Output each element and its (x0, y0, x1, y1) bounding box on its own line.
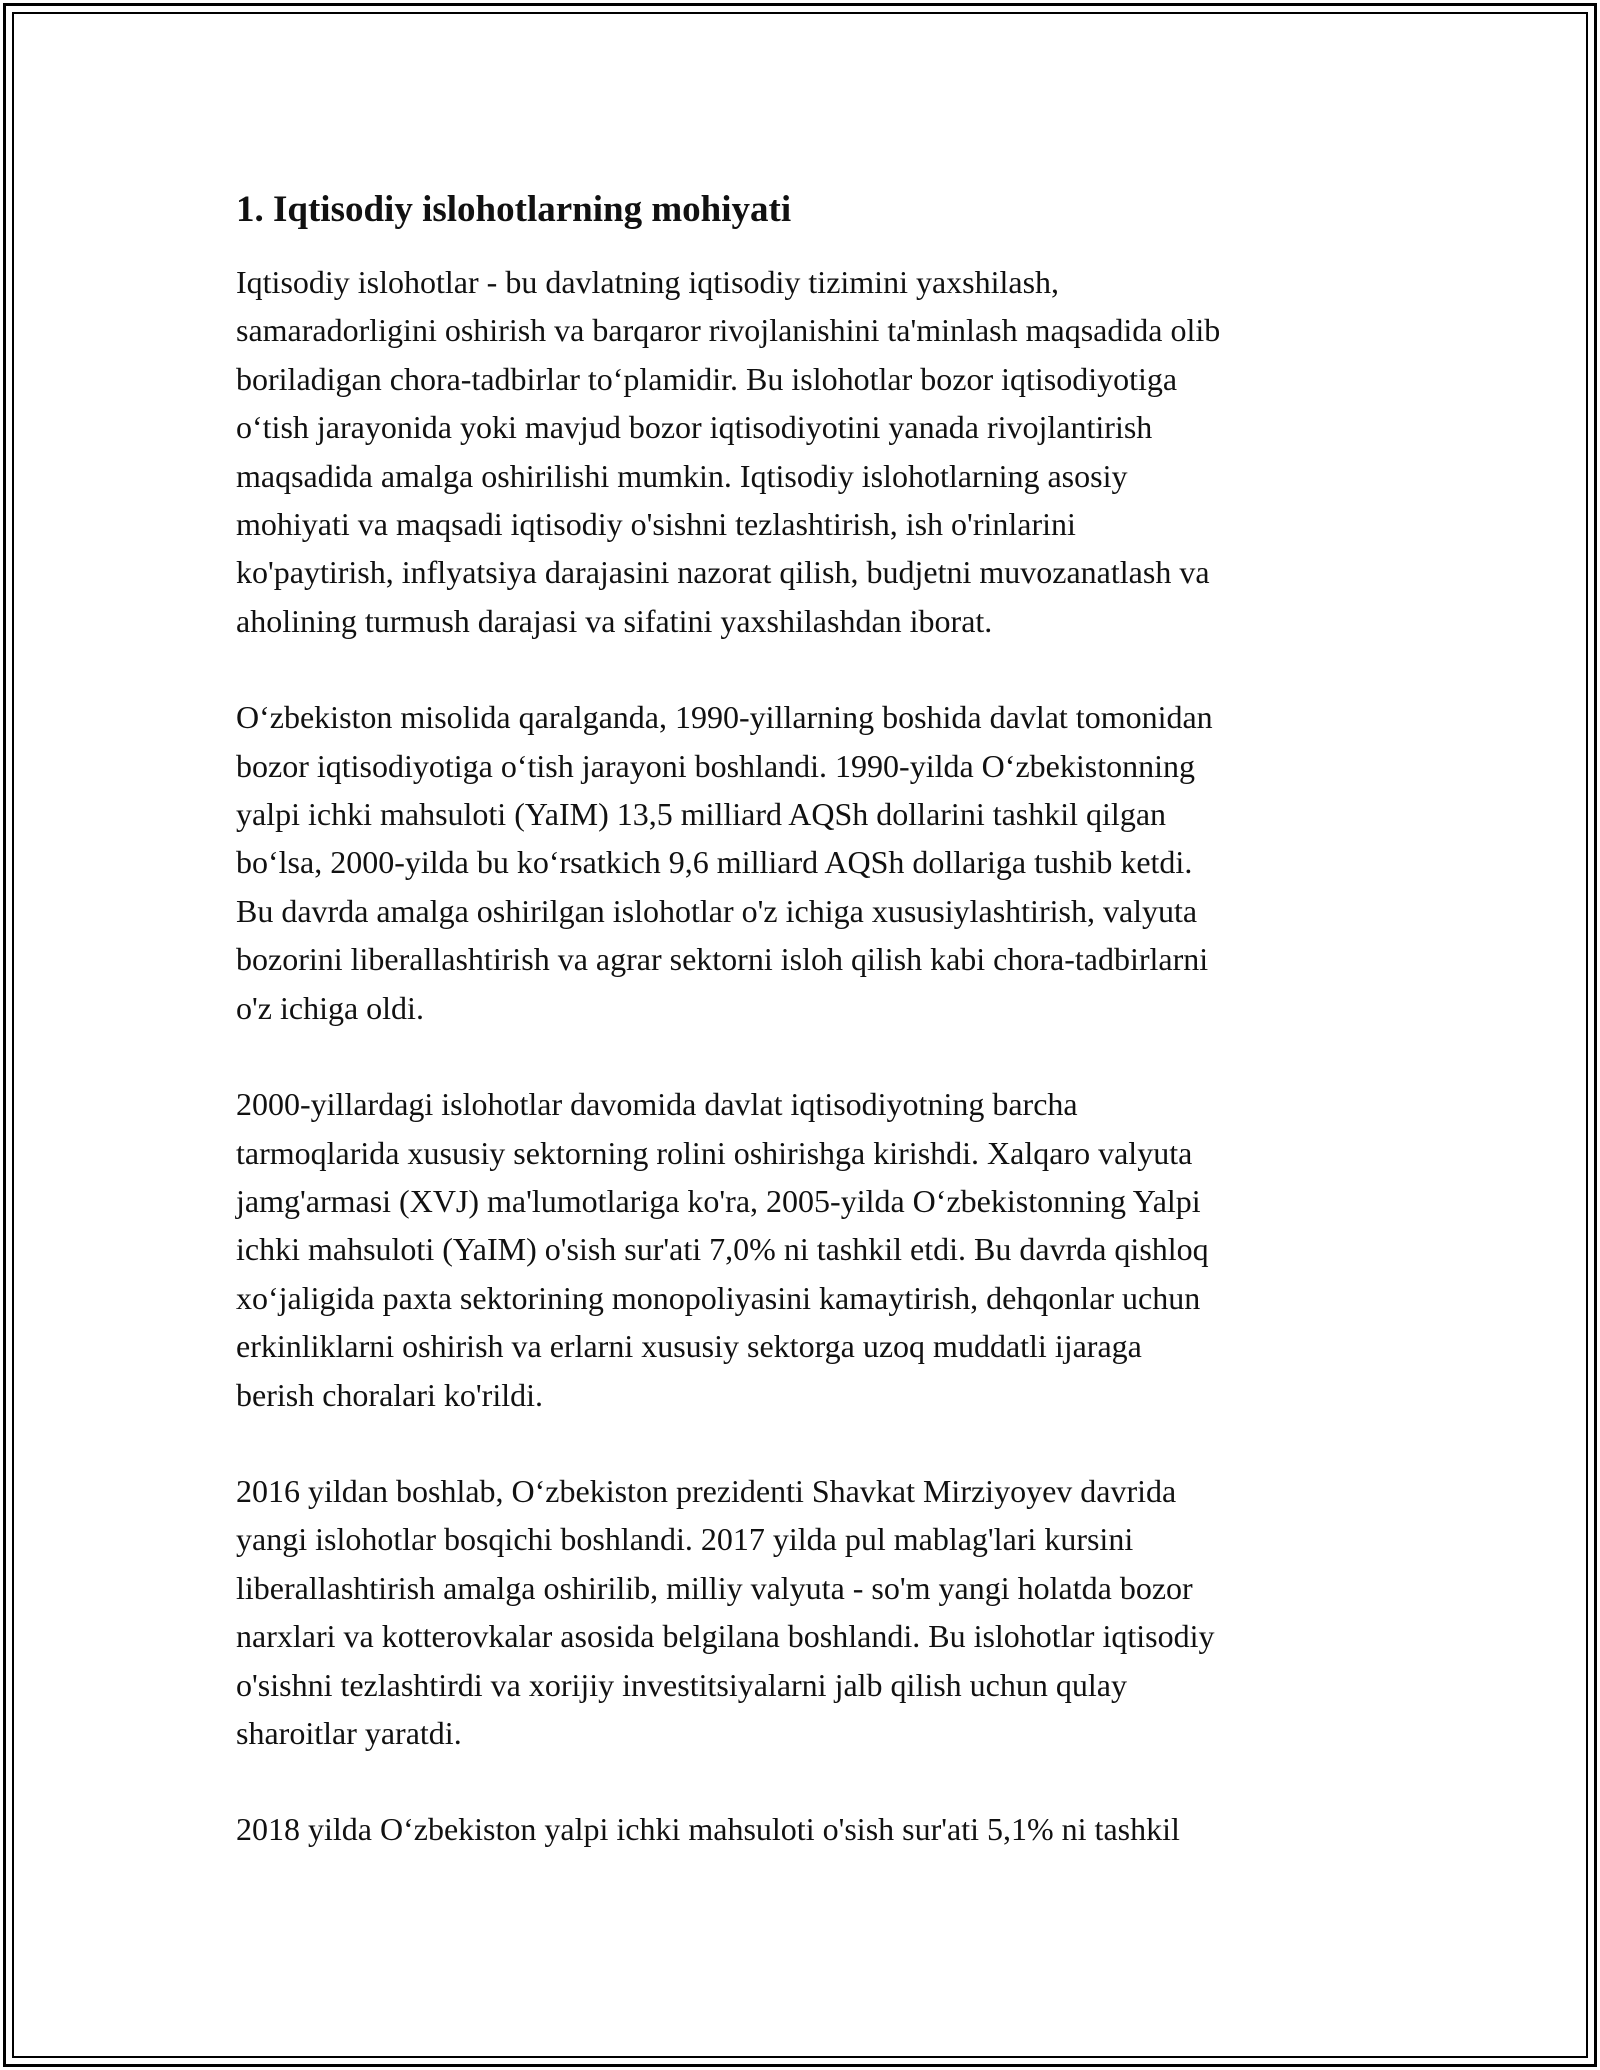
text-line: liberallashtirish amalga oshirilib, milliy valyuta - so'm yangi holatda bozor (236, 1569, 1193, 1606)
text-line: yangi islohotlar bosqichi boshlandi. 2017 yilda pul mablag'lari kursini (236, 1521, 1134, 1558)
paragraph-4 (236, 1467, 1376, 1757)
section-heading: 1. Iqtisodiy islohotlarning mohiyati (236, 189, 792, 230)
text-line: ko'paytirish, inflyatsiya darajasini nazorat qilish, budjetni muvozanatlash va (236, 554, 1210, 591)
text-line: bo‘lsa, 2000-yilda bu ko‘rsatkich 9,6 milliard AQSh dollariga tushib ketdi. (236, 844, 1193, 881)
text-line: mohiyati va maqsadi iqtisodiy o'sishni tezlashtirish, ish o'rinlarini (236, 506, 1076, 543)
text-line: sharoitlar yaratdi. (236, 1714, 462, 1751)
text-line: 2018 yilda O‘zbekiston yalpi ichki mahsuloti o'sish sur'ati 5,1% ni tashkil (236, 1811, 1180, 1848)
text-line: o'sishni tezlashtirdi va xorijiy investitsiyalarni jalb qilish uchun qulay (236, 1666, 1127, 1703)
text-line: 2016 yildan boshlab, O‘zbekiston prezidenti Shavkat Mirziyoyev davrida (236, 1472, 1177, 1509)
text-line: jamg'armasi (XVJ) ma'lumotlariga ko'ra, 2005-yilda O‘zbekistonning Yalpi (236, 1182, 1201, 1219)
text-line: narxlari va kotterovkalar asosida belgilana boshlandi. Bu islohotlar iqtisodiy (236, 1618, 1215, 1655)
text-line: maqsadida amalga oshirilishi mumkin. Iqtisodiy islohotlarning asosiy (236, 457, 1128, 494)
text-line: bozor iqtisodiyotiga o‘tish jarayoni boshlandi. 1990-yilda O‘zbekistonning (236, 747, 1195, 784)
document-body (236, 186, 1376, 1902)
paragraph-3 (236, 1080, 1376, 1419)
text-line: erkinliklarni oshirish va erlarni xususiy sektorga uzoq muddatli ijaraga (236, 1328, 1142, 1365)
text-line: o‘tish jarayonida yoki mavjud bozor iqtisodiyotini yanada rivojlantirish (236, 409, 1153, 446)
text-line: tarmoqlarida xususiy sektorning rolini oshirishga kirishdi. Xalqaro valyuta (236, 1134, 1193, 1171)
text-line: Iqtisodiy islohotlar - bu davlatning iqtisodiy tizimini yaxshilash, (236, 264, 1060, 300)
text-line: o'z ichiga oldi. (236, 989, 424, 1026)
paragraph-5 (236, 1805, 1376, 1853)
text-line: berish choralari ko'rildi. (236, 1376, 543, 1413)
text-line: yalpi ichki mahsuloti (YaIM) 13,5 milliard AQSh dollarini tashkil qilgan (236, 796, 1167, 833)
text-line: bozorini liberallashtirish va agrar sektorni isloh qilish kabi chora-tadbirlarni (236, 941, 1209, 978)
text-line: aholining turmush darajasi va sifatini yaxshilashdan iborat. (236, 602, 993, 639)
paragraph-1 (236, 258, 1376, 645)
text-line: Bu davrda amalga oshirilgan islohotlar o'z ichiga xususiylashtirish, valyuta (236, 892, 1198, 929)
text-line: ichki mahsuloti (YaIM) o'sish sur'ati 7,0% ni tashkil etdi. Bu davrda qishloq (236, 1231, 1209, 1268)
text-line: xo‘jaligida paxta sektorining monopoliyasini kamaytirish, dehqonlar uchun (236, 1279, 1201, 1316)
text-line: O‘zbekiston misolida qaralganda, 1990-yillarning boshida davlat tomonidan (236, 699, 1213, 736)
text-line: 2000-yillardagi islohotlar davomida davlat iqtisodiyotning barcha (236, 1086, 1078, 1123)
text-line: boriladigan chora-tadbirlar to‘plamidir. Bu islohotlar bozor iqtisodiyotiga (236, 360, 1178, 397)
text-line: samaradorligini oshirish va barqaror rivojlanishini ta'minlash maqsadida olib (236, 312, 1221, 349)
paragraph-2 (236, 693, 1376, 1032)
